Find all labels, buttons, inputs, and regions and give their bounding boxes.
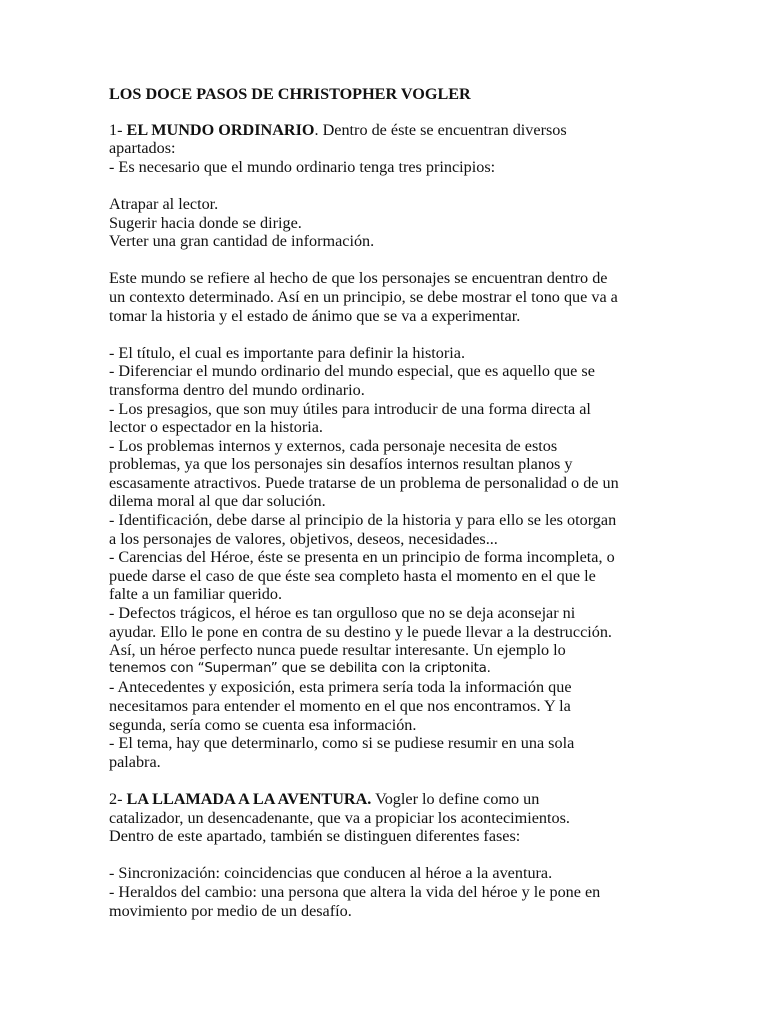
- section2-intro: [109, 790, 669, 809]
- section1-intro: [109, 121, 669, 140]
- document-title: LOS DOCE PASOS DE CHRISTOPHER VOGLER: [109, 85, 471, 103]
- list-line: - Diferenciar el mundo ordinario del mundo especial, que es aquello que se: [109, 362, 595, 381]
- section2-intro-text: Vogler lo define como un: [371, 789, 540, 808]
- principle-item: Verter una gran cantidad de información.: [109, 232, 375, 251]
- list-line: - Los presagios, que son muy útiles para introducir de una forma directa al: [109, 399, 591, 418]
- list-line: - El tema, hay que determinarlo, como si se pudiese resumir en una sola: [109, 734, 575, 753]
- paragraph-line: un contexto determinado. Así en un principio, se debe mostrar el tono que va a: [109, 287, 618, 306]
- list-line: - Carencias del Héroe, éste se presenta en un principio de forma incompleta, o: [109, 548, 615, 567]
- list-line: transforma dentro del mundo ordinario.: [109, 380, 365, 399]
- section2-number: 2-: [109, 789, 127, 808]
- principle-item: Atrapar al lector.: [109, 194, 219, 213]
- list-line: palabra.: [109, 752, 161, 771]
- list-line: - Heraldos del cambio: una persona que altera la vida del héroe y le pone en: [109, 882, 601, 901]
- list-line: - Identificación, debe darse al principio de la historia y para ello se les otorgan: [109, 511, 617, 530]
- list-line: puede darse el caso de que éste sea completo hasta el momento en el que le: [109, 566, 596, 585]
- list-line: - Sincronización: coincidencias que conducen al héroe a la aventura.: [109, 864, 553, 883]
- list-line: Así, un héroe perfecto nunca puede resultar interesante. Un ejemplo lo: [109, 641, 566, 660]
- paragraph-line: tomar la historia y el estado de ánimo que se va a experimentar.: [109, 306, 521, 325]
- section1-intro-text: . Dentro de éste se encuentran diversos: [314, 120, 567, 139]
- list-line: a los personajes de valores, objetivos, deseos, necesidades...: [109, 529, 498, 548]
- section1-intro-line3: - Es necesario que el mundo ordinario tenga tres principios:: [109, 157, 496, 176]
- list-line: dilema moral al que dar solución.: [109, 492, 326, 511]
- section2-heading: LA LLAMADA A LA AVENTURA.: [126, 789, 372, 808]
- list-line: escasamente atractivos. Puede tratarse de un problema de personalidad o de un: [109, 473, 619, 492]
- list-line-example: tenemos con “Superman” que se debilita con la criptonita.: [109, 660, 491, 676]
- list-line: ayudar. Ello le pone en contra de su destino y le puede llevar a la destrucción.: [109, 622, 612, 641]
- list-line: - El título, el cual es importante para definir la historia.: [109, 343, 466, 362]
- section1-heading: EL MUNDO ORDINARIO: [126, 120, 315, 139]
- list-line: - Defectos trágicos, el héroe es tan orgulloso que no se deja aconsejar ni: [109, 604, 576, 623]
- list-line: segunda, sería como se cuenta esa información.: [109, 715, 417, 734]
- document-body: [109, 85, 669, 920]
- list-line: necesitamos para entender el momento en el que nos encontramos. Y la: [109, 697, 571, 715]
- section1-number: 1-: [109, 120, 127, 139]
- section2-intro-line: Dentro de este apartado, también se distinguen diferentes fases:: [109, 827, 521, 846]
- principle-item: Sugerir hacia donde se dirige.: [109, 213, 302, 232]
- list-line: - Antecedentes y exposición, esta primera sería toda la información que: [109, 678, 572, 697]
- list-line: problemas, ya que los personajes sin desafíos internos resultan planos y: [109, 455, 573, 474]
- section2-intro-line: catalizador, un desencadenante, que va a propiciar los acontecimientos.: [109, 808, 570, 827]
- section1-intro-line2: apartados:: [109, 139, 176, 158]
- paragraph-line: Este mundo se refiere al hecho de que los personajes se encuentran dentro de: [109, 269, 608, 288]
- list-line: movimiento por medio de un desafío.: [109, 901, 352, 920]
- list-line: lector o espectador en la historia.: [109, 418, 323, 437]
- list-line: - Los problemas internos y externos, cada personaje necesita de estos: [109, 436, 558, 455]
- list-line: falte a un familiar querido.: [109, 585, 283, 604]
